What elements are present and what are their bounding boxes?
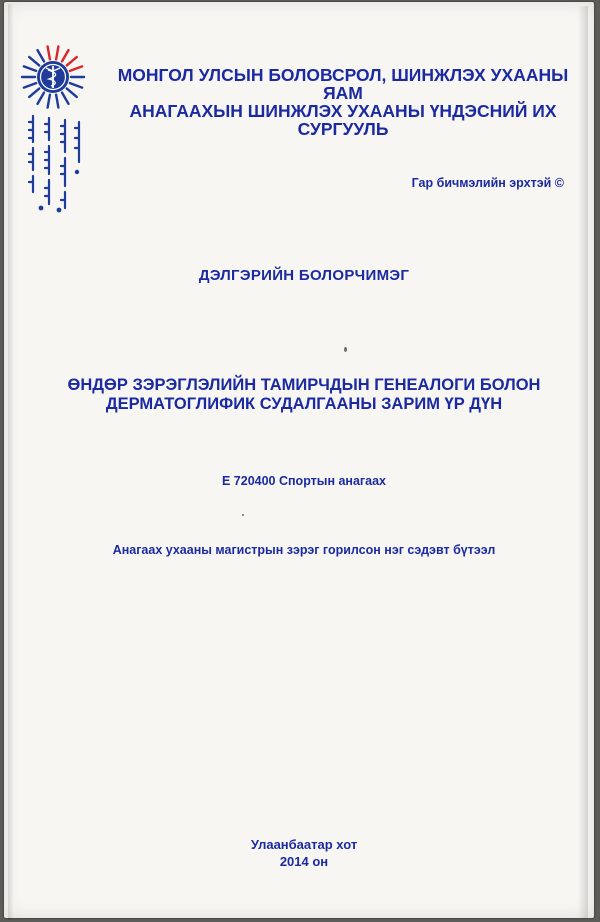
place-and-year — [154, 836, 454, 870]
page-edge-shadow-left — [8, 4, 14, 920]
scan-speck — [344, 347, 347, 352]
page-edge-shadow-right — [578, 6, 588, 918]
ministry-name: МОНГОЛ УЛСЫН БОЛОВСРОЛ, ШИНЖЛЭХ УХААНЫ ЯАМ — [117, 65, 569, 103]
year: 2014 он — [279, 854, 329, 869]
city: Улаанбаатар хот — [250, 837, 358, 852]
specialty-code: Е 720400 Спортын анагаах — [221, 474, 386, 488]
university-emblem-icon — [18, 42, 88, 112]
scan-speck — [242, 514, 244, 516]
copyright-notice: Гар бичмэлийн эрхтэй © — [411, 176, 564, 190]
mongolian-script-emblem-icon — [21, 112, 91, 214]
institution-header — [96, 66, 590, 138]
author-name: ДЭЛГЭРИЙН БОЛОРЧИМЭГ — [198, 267, 410, 284]
thesis-title-line-2: ДЕРМАТОГЛИФИК СУДАЛГААНЫ ЗАРИМ ҮР ДҮН — [105, 395, 503, 413]
university-name: АНАГААХЫН ШИНЖЛЭХ УХААНЫ ҮНДЭСНИЙ ИХ СУРГУУЛЬ — [129, 101, 557, 139]
thesis-title-line-1: ӨНДӨР ЗЭРЭГЛЭЛИЙН ТАМИРЧДЫН ГЕНЕАЛОГИ БОЛОН — [67, 376, 541, 394]
degree-statement: Анагаах ухааны магистрын зэрэг горилсон нэг сэдэвт бүтээл — [112, 543, 496, 557]
document-page — [4, 2, 594, 918]
thesis-title — [64, 376, 544, 414]
